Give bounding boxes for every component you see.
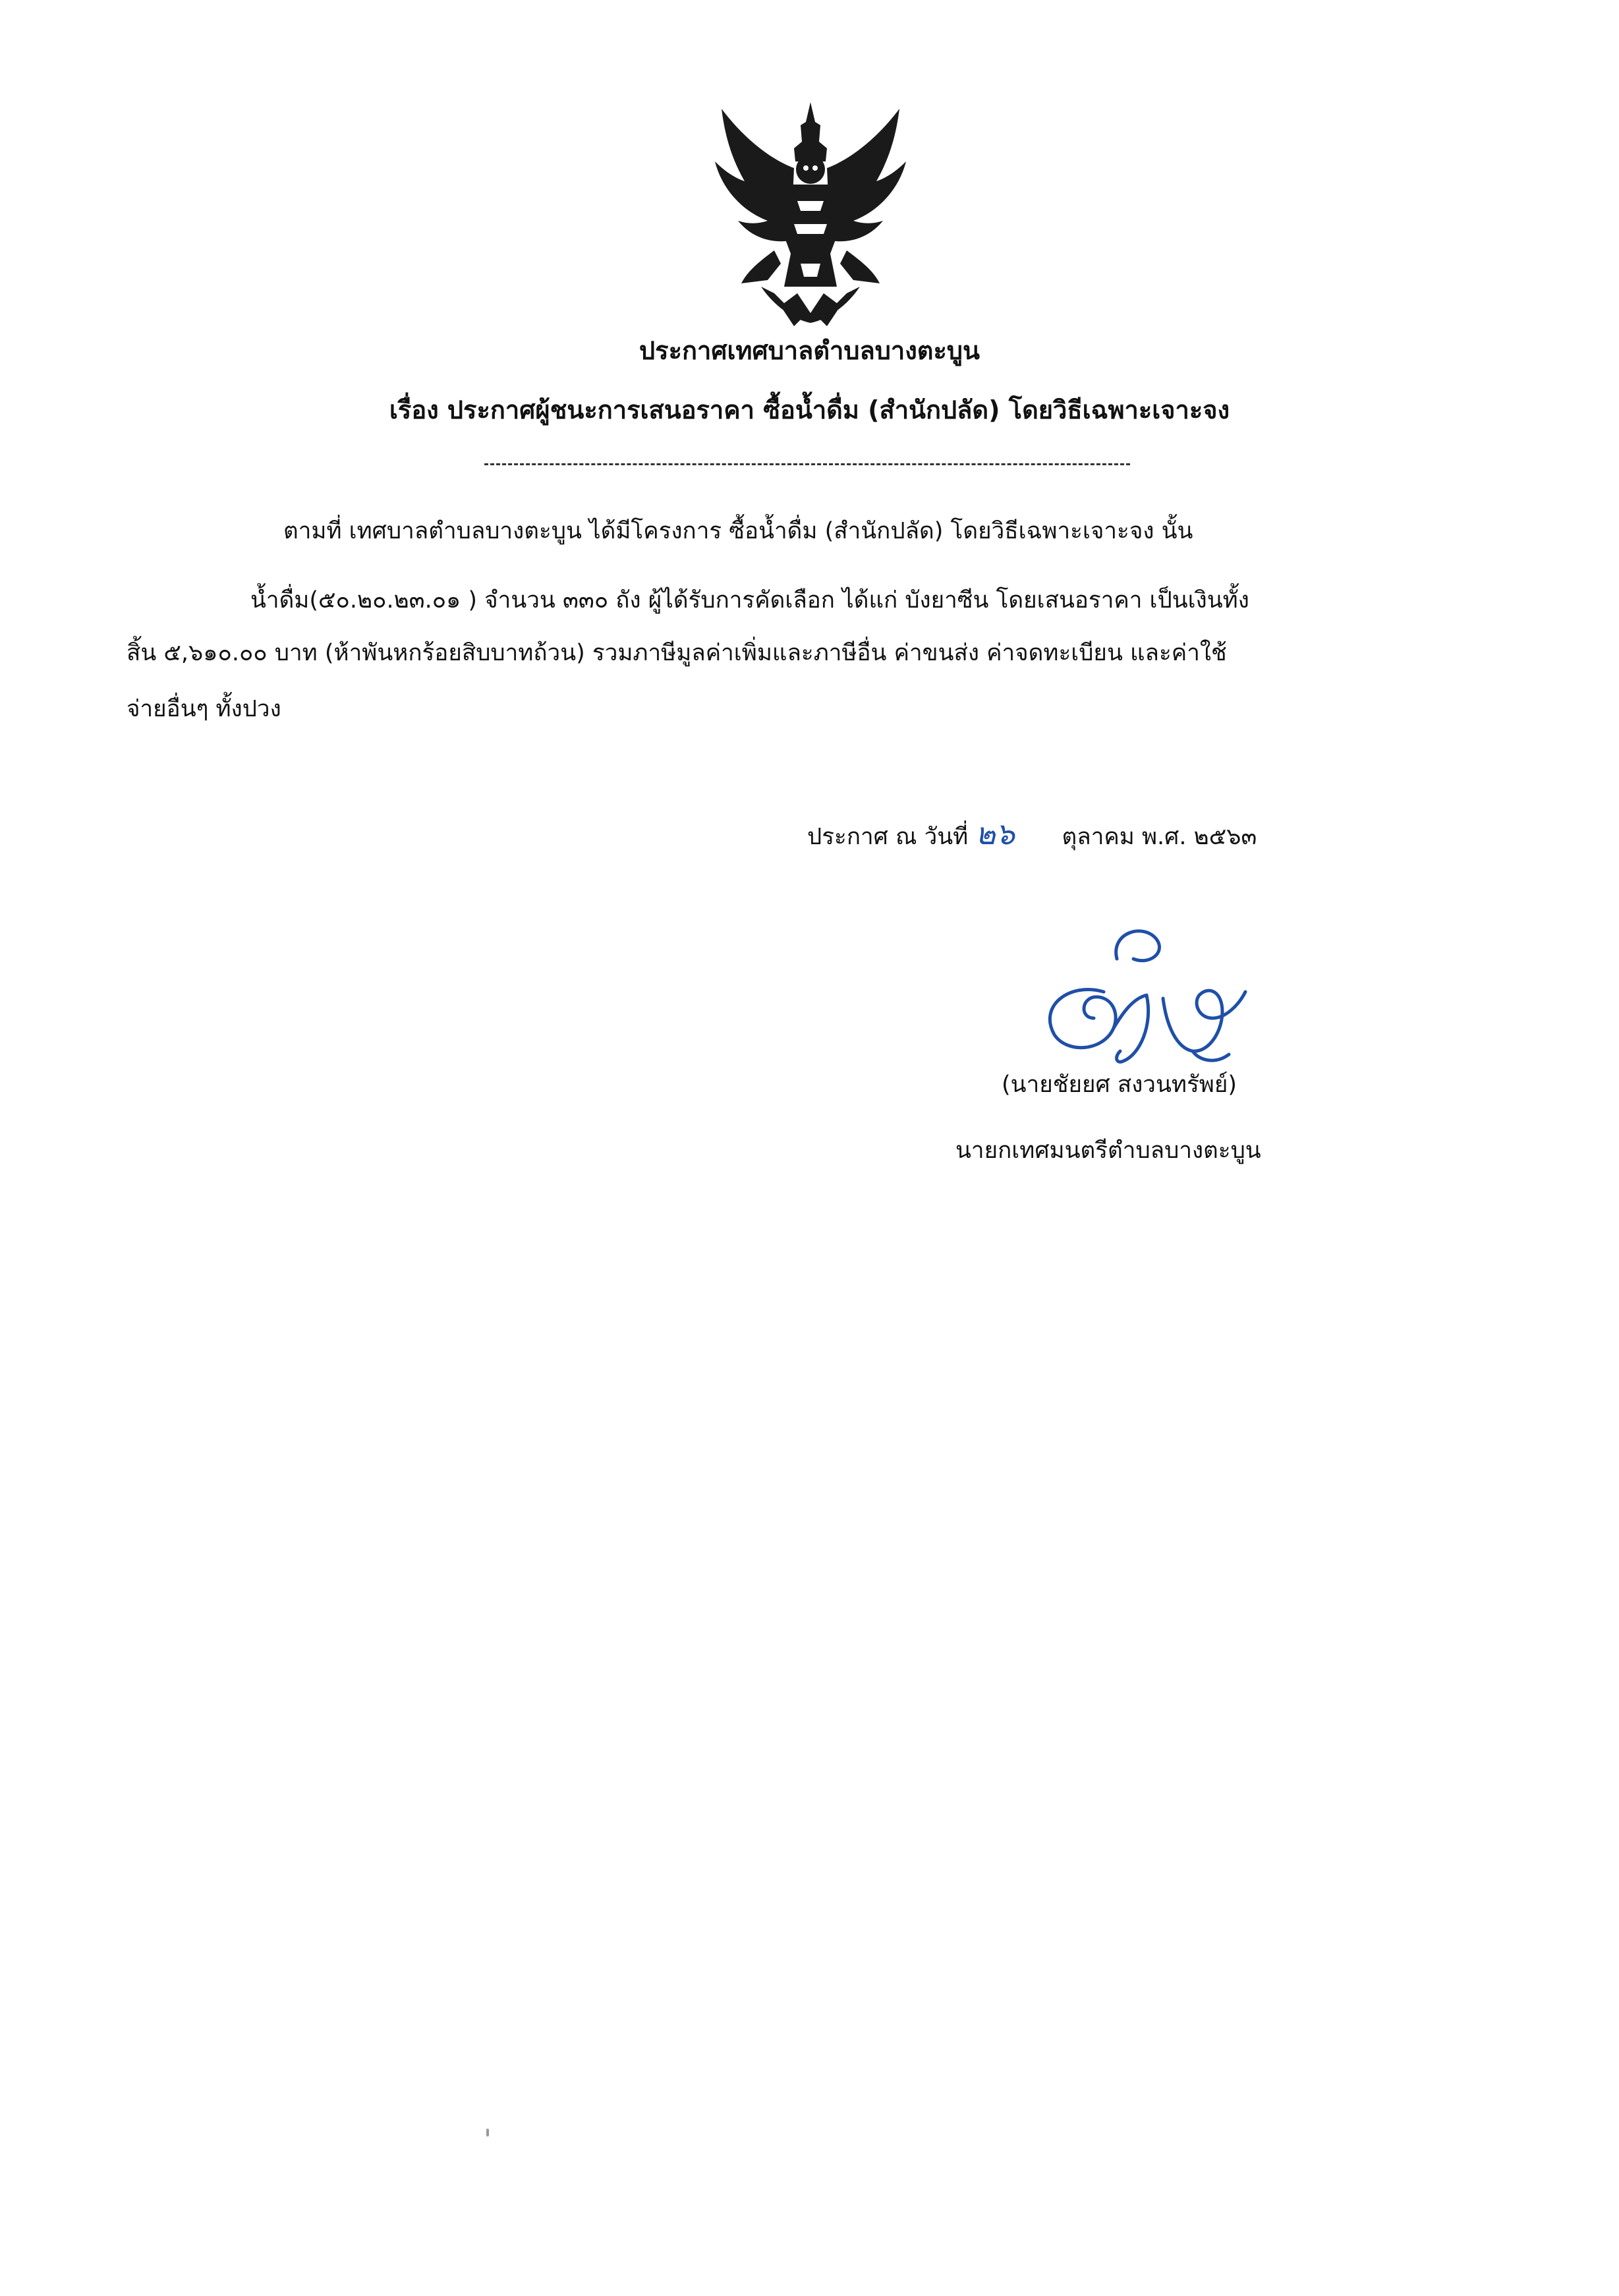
announcement-date bbox=[807, 816, 1257, 852]
body-line-2: น้ำดื่ม(๕๐.๒๐.๒๓.๐๑ ) จำนวน ๓๓๐ ถัง ผู้ได้รับการคัดเลือก ได้แก่ บังยาซีน โดยเสนอราคา เป็นเงินทั้ง bbox=[250, 587, 1249, 614]
date-day-handwritten: ๒๖ bbox=[975, 816, 1015, 851]
date-prefix: ประกาศ ณ วันที่ bbox=[807, 824, 969, 850]
document-title: ประกาศเทศบาลตำบลบางตะบูน bbox=[639, 336, 980, 365]
scan-speck bbox=[486, 2129, 489, 2137]
signatory-name: (นายชัยยศ สงวนทรัพย์) bbox=[1002, 1072, 1237, 1098]
body-line-4: จ่ายอื่นๆ ทั้งปวง bbox=[127, 696, 281, 722]
handwritten-signature bbox=[1025, 919, 1259, 1077]
date-month-year: ตุลาคม พ.ศ. ๒๕๖๓ bbox=[1062, 824, 1257, 850]
body-line-3: สิ้น ๕,๖๑๐.๐๐ บาท (ห้าพันหกร้อยสิบบาทถ้วน) รวมภาษีมูลค่าเพิ่มและภาษีอื่น ค่าขนส่ง ค่าจดทะเบียน และค่าใช้ bbox=[127, 640, 1227, 666]
signatory-position: นายกเทศมนตรีตำบลบางตะบูน bbox=[955, 1137, 1261, 1164]
document-subject: เรื่อง ประกาศผู้ชนะการเสนอราคา ซื้อน้ำดื่ม (สำนักปลัด) โดยวิธีเฉพาะเจาะจง bbox=[389, 395, 1230, 424]
garuda-emblem-icon bbox=[695, 96, 926, 333]
body-line-1: ตามที่ เทศบาลตำบลบางตะบูน ได้มีโครงการ ซื้อน้ำดื่ม (สำนักปลัด) โดยวิธีเฉพาะเจาะจง นั้น bbox=[283, 518, 1193, 544]
date-day-wrapper bbox=[975, 816, 1054, 852]
dashed-divider bbox=[484, 463, 1130, 465]
